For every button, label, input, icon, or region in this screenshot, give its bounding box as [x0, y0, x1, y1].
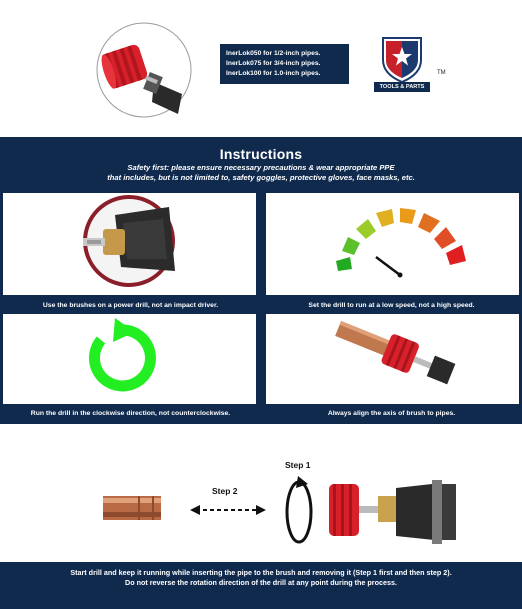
logo-banner-text: TOOLS & PARTS — [374, 82, 430, 92]
top-header — [0, 0, 522, 136]
footer-line-1: Start drill and keep it running while inserting the pipe to the brush and removing it (Step 1 first and then step 2). — [70, 568, 452, 577]
brush-and-drill-icon — [329, 480, 456, 544]
panel-caption-speed: Set the drill to run at a low speed, not a high speed. — [261, 297, 522, 314]
power-drill-panel — [3, 193, 256, 295]
process-footer — [0, 562, 522, 609]
product-line-075: InerLok075 for 3/4-inch pipes. — [226, 60, 321, 67]
clockwise-arrow-icon — [3, 312, 256, 404]
instructions-title: Instructions — [219, 146, 303, 162]
product-sizes-box — [220, 44, 349, 84]
step2-label: Step 2 — [212, 486, 238, 496]
drill-chuck-icon — [3, 193, 256, 295]
safety-note-line-2: that includes, but is not limited to, safety goggles, protective gloves, face masks, etc. — [107, 172, 415, 182]
alignment-panel — [266, 312, 519, 404]
speed-gauge-panel — [266, 193, 519, 295]
panel-caption-drill: Use the brushes on a power drill, not an impact driver. — [0, 297, 261, 314]
speed-gauge-icon — [266, 193, 519, 295]
panel-caption-alignment: Always align the axis of brush to pipes. — [261, 405, 522, 422]
steps-diagram — [0, 424, 522, 562]
footer-line-2: Do not reverse the rotation direction of the drill at any point during the process. — [125, 578, 397, 587]
step2-double-arrow-icon — [190, 505, 266, 515]
brush-on-drill-image — [96, 22, 192, 118]
copper-pipe-icon — [103, 496, 161, 520]
safety-note — [0, 163, 522, 182]
brush-pipe-alignment-icon — [266, 312, 519, 404]
instructions-banner — [0, 137, 522, 190]
clockwise-direction-panel — [3, 312, 256, 404]
trademark-symbol: TM — [437, 70, 446, 76]
product-line-100: InerLok100 for 1.0-inch pipes. — [226, 70, 321, 77]
step1-rotation-arrow-icon — [287, 476, 311, 542]
step1-label: Step 1 — [285, 460, 311, 470]
panel-caption-direction: Run the drill in the clockwise direction, not counterclockwise. — [0, 405, 261, 422]
product-line-050: InerLok050 for 1/2-inch pipes. — [226, 50, 321, 57]
safety-note-line-1: Safety first: please ensure necessary precautions & wear appropriate PPE — [127, 163, 395, 172]
